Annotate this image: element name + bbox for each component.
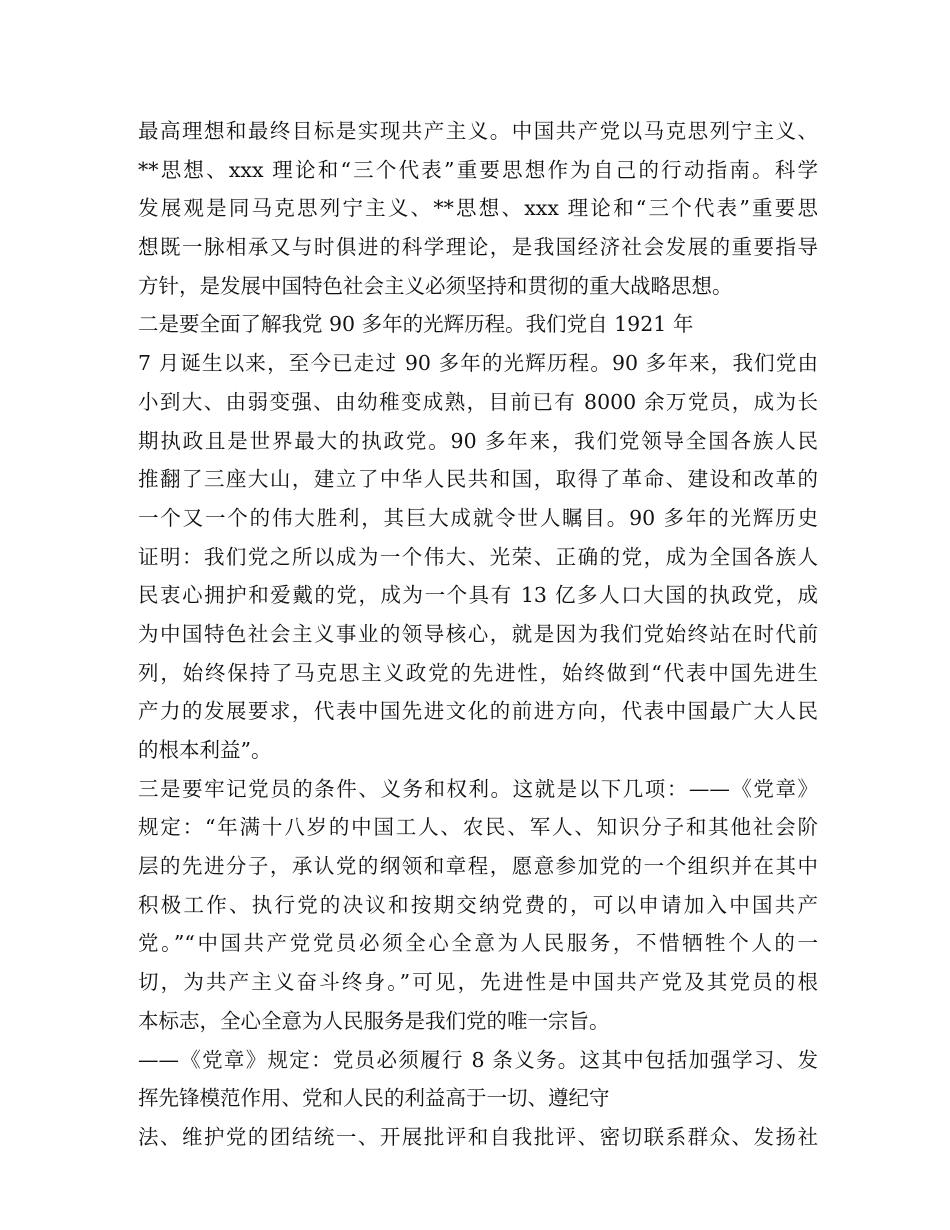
text-line: 三是要牢记党员的条件、义务和权利。这就是以下几项：——《党章》 xyxy=(138,776,818,801)
text-line: 期执政且是世界最大的执政党。90 多年来，我们党领导全国各族人民 xyxy=(138,428,818,453)
text-line: 最高理想和最终目标是实现共产主义。中国共产党以马克思列宁主义、 xyxy=(138,119,818,143)
text-line: 规定：“年满十八岁的中国工人、农民、军人、知识分子和其他社会阶 xyxy=(138,815,818,840)
text-line: 推翻了三座大山，建立了中华人民共和国，取得了革命、建设和改革的 xyxy=(138,467,818,492)
text-line: 小到大、由弱变强、由幼稚变成熟，目前已有 8000 余万党员，成为长 xyxy=(138,389,818,414)
text-line: 证明：我们党之所以成为一个伟大、光荣、正确的党，成为全国各族人 xyxy=(138,544,818,569)
text-line: 产力的发展要求，代表中国先进文化的前进方向，代表中国最广大人民 xyxy=(138,699,818,724)
text-line: 切，为共产主义奋斗终身。”可见，先进性是中国共产党及其党员的根 xyxy=(138,970,818,995)
text-line: 本标志，全心全意为人民服务是我们党的唯一宗旨。 xyxy=(138,1008,610,1033)
text-line: 的根本利益”。 xyxy=(138,738,272,762)
text-line: 7 月诞生以来，至今已走过 90 多年的光辉历程。90 多年来，我们党由 xyxy=(138,351,818,376)
text-line: 积极工作、执行党的决议和按期交纳党费的，可以申请加入中国共产 xyxy=(138,892,818,917)
text-line: 党。”“中国共产党党员必须全心全意为人民服务，不惜牺牲个人的一 xyxy=(138,931,818,956)
text-line: 挥先锋模范作用、党和人民的利益高于一切、遵纪守 xyxy=(138,1086,610,1111)
text-line: 想既一脉相承又与时俱进的科学理论，是我国经济社会发展的重要指导 xyxy=(138,235,818,260)
text-line: 法、维护党的团结统一、开展批评和自我批评、密切联系群众、发扬社 xyxy=(138,1124,818,1149)
text-line: 方针，是发展中国特色社会主义必须坚持和贯彻的重大战略思想。 xyxy=(138,273,733,298)
text-line: 列，始终保持了马克思主义政党的先进性，始终做到“代表中国先进生 xyxy=(138,660,818,685)
text-line: ——《党章》规定：党员必须履行 8 条义务。这其中包括加强学习、发 xyxy=(138,1047,818,1072)
text-line: **思想、xxx 理论和“三个代表”重要思想作为自己的行动指南。科学 xyxy=(138,157,818,182)
text-line: 一个又一个的伟大胜利，其巨大成就令世人瞩目。90 多年的光辉历史 xyxy=(138,505,818,530)
text-line: 为中国特色社会主义事业的领导核心，就是因为我们党始终站在时代前 xyxy=(138,621,818,646)
text-line: 二是要全面了解我党 90 多年的光辉历程。我们党自 1921 年 xyxy=(138,312,694,337)
body-text xyxy=(138,112,818,1157)
text-line: 层的先进分子，承认党的纲领和章程，愿意参加党的一个组织并在其中 xyxy=(138,854,818,879)
text-line: 民衷心拥护和爱戴的党，成为一个具有 13 亿多人口大国的执政党，成 xyxy=(138,583,818,608)
text-line: 发展观是同马克思列宁主义、**思想、xxx 理论和“三个代表”重要思 xyxy=(138,196,818,221)
